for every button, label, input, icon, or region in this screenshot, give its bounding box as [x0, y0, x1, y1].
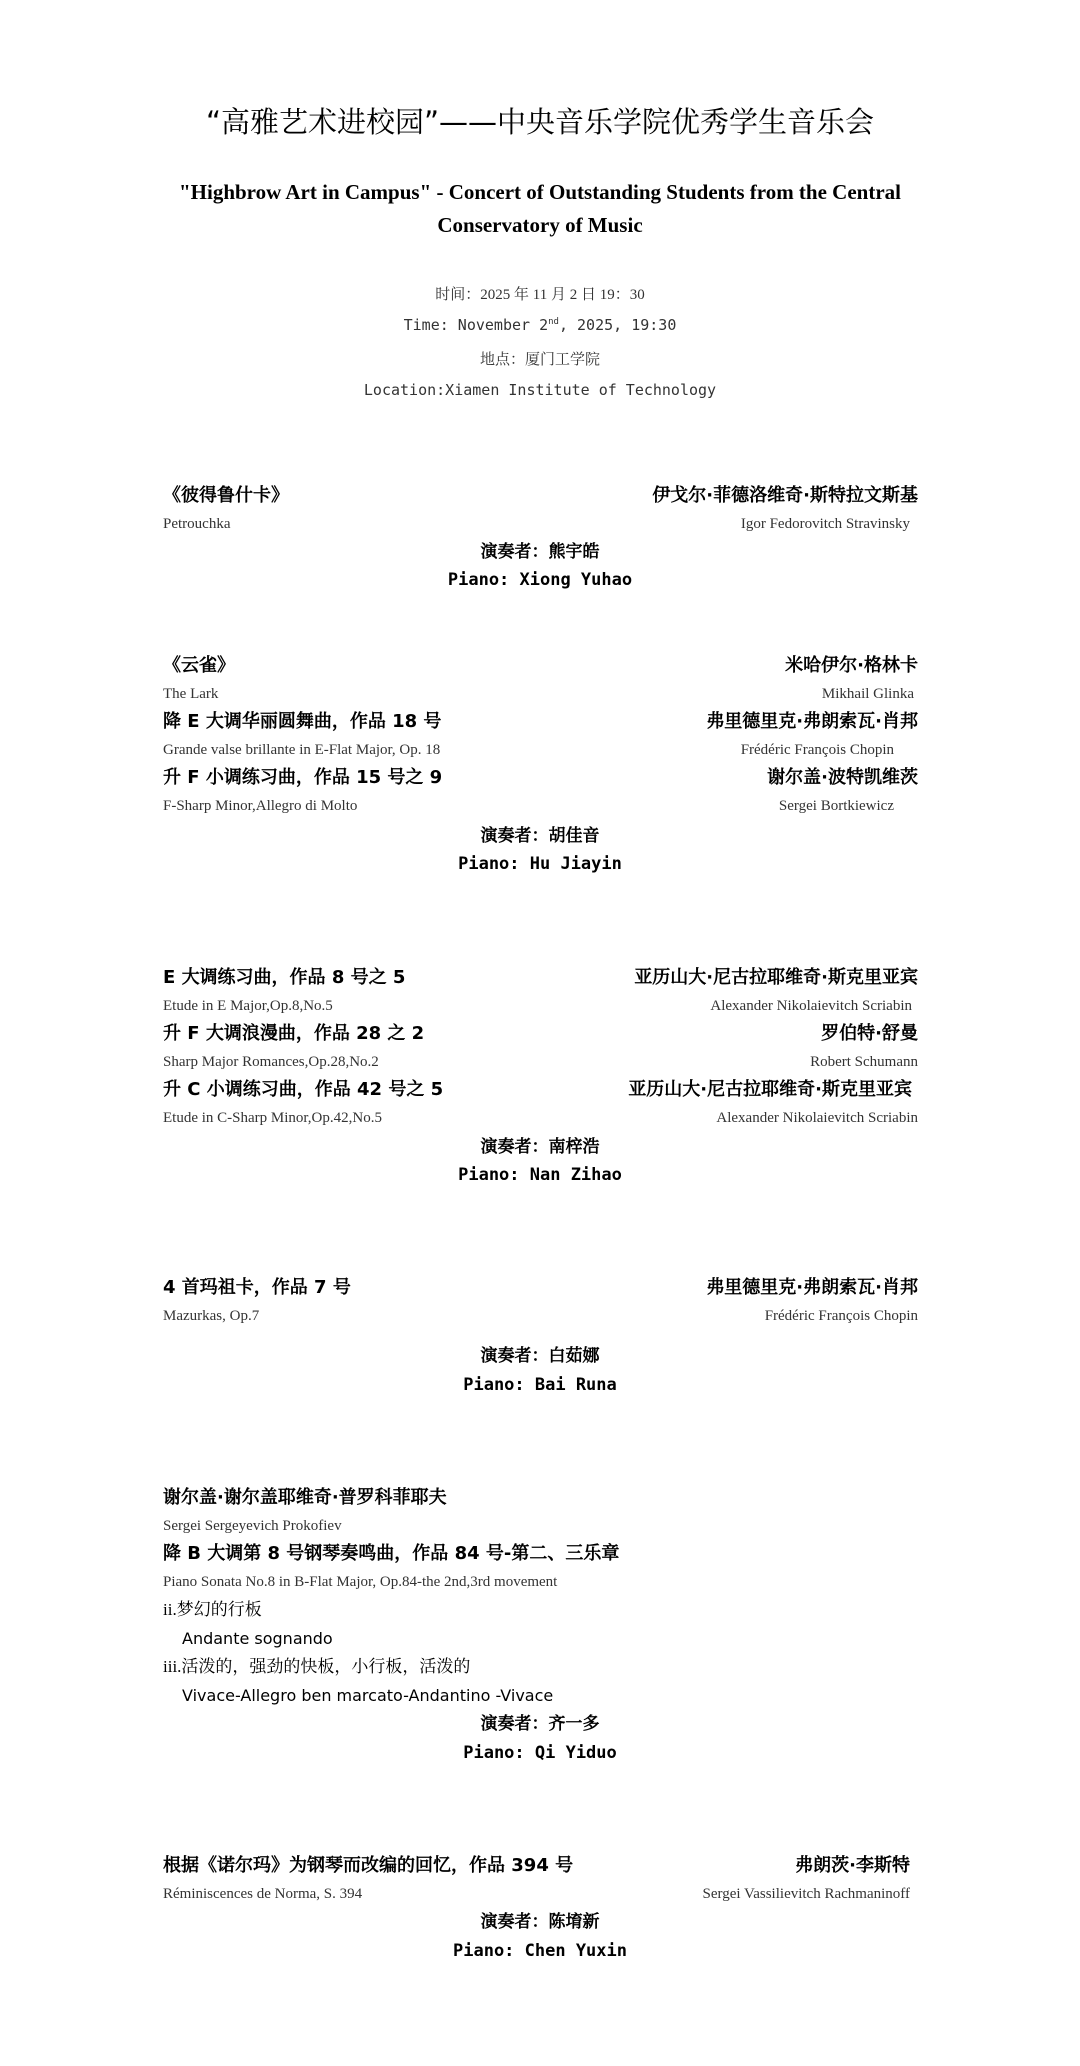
performer-cn: 演奏者：白茹娜	[480, 1346, 600, 1366]
movement-3-italian: Vivace-Allegro ben marcato-Andantino -Vivace	[182, 1686, 554, 1705]
piece-title-cn: 降 B 大调第 8 号钢琴奏鸣曲，作品 84 号-第二、三乐章	[163, 1543, 620, 1564]
program-section-4	[163, 1274, 918, 1330]
time-english-pre: Time: November 2	[403, 316, 549, 334]
title-english: "Highbrow Art in Campus" - Concert of Outstanding Students from the Central Conservatory of Music	[179, 180, 901, 237]
composer-cn: 亚历山大·尼古拉耶维奇·斯克里亚宾	[628, 1079, 912, 1100]
composer-cn: 弗里德里克·弗朗索瓦·肖邦	[706, 711, 918, 732]
time-english	[0, 316, 1080, 334]
piece-title-en: The Lark	[163, 686, 219, 702]
piece-title-cn: 升 F 小调练习曲，作品 15 号之 9	[163, 767, 443, 788]
program-section-5	[163, 1484, 918, 1596]
piece-title-en: Etude in C-Sharp Minor,Op.42,No.5	[163, 1110, 382, 1126]
program-section-2	[163, 652, 918, 820]
location-english: Location:Xiamen Institute of Technology	[363, 381, 717, 399]
composer-en: Robert Schumann	[810, 1054, 918, 1070]
composer-cn: 伊戈尔·菲德洛维奇·斯特拉文斯基	[652, 485, 918, 506]
piece-title-cn: 《云雀》	[163, 655, 235, 676]
composer-cn: 弗朗茨·李斯特	[795, 1855, 910, 1876]
performer-en: Piano: Nan Zihao	[458, 1165, 622, 1185]
piece-title-cn: 升 C 小调练习曲，作品 42 号之 5	[163, 1079, 444, 1100]
piece-title-cn: E 大调练习曲，作品 8 号之 5	[163, 967, 406, 988]
performer-en: Piano: Xiong Yuhao	[447, 570, 633, 590]
title-chinese: “高雅艺术进校园”——中央音乐学院优秀学生音乐会	[205, 105, 875, 139]
movement-2-cn: ii.梦幻的行板	[163, 1600, 262, 1619]
performer-en: Piano: Hu Jiayin	[458, 854, 622, 874]
composer-en: Alexander Nikolaievitch Scriabin	[716, 1110, 918, 1126]
piece-title-en: Sharp Major Romances,Op.28,No.2	[163, 1054, 379, 1070]
program-section-6	[163, 1852, 910, 1908]
composer-en: Alexander Nikolaievitch Scriabin	[710, 998, 912, 1014]
piece-title-en: Grande valse brillante in E-Flat Major, Op. 18	[163, 742, 441, 758]
time-english-post: , 2025, 19:30	[558, 316, 677, 334]
program-section-1	[163, 482, 918, 538]
piece-title-cn: 4 首玛祖卡，作品 7 号	[163, 1277, 351, 1298]
performer-cn: 演奏者：熊宇皓	[480, 542, 600, 562]
composer-en: Sergei Sergeyevich Prokofiev	[163, 1518, 342, 1534]
performer-cn: 演奏者：齐一多	[480, 1714, 600, 1734]
program-section-3	[163, 964, 918, 1132]
piece-title-en: F-Sharp Minor,Allegro di Molto	[163, 798, 358, 814]
performer-cn: 演奏者：南梓浩	[480, 1137, 600, 1157]
performer-en: Piano: Chen Yuxin	[453, 1941, 627, 1961]
piece-title-en: Réminiscences de Norma, S. 394	[163, 1886, 363, 1902]
composer-cn: 亚历山大·尼古拉耶维奇·斯克里亚宾	[634, 967, 918, 988]
piece-title-en: Mazurkas, Op.7	[163, 1308, 260, 1324]
performer-en: Piano: Qi Yiduo	[463, 1743, 617, 1763]
performer-cn: 演奏者：胡佳音	[480, 826, 600, 846]
composer-en: Mikhail Glinka	[821, 686, 914, 702]
movement-3-cn: iii.活泼的，强劲的快板，小行板，活泼的	[163, 1657, 471, 1676]
composer-cn: 罗伯特·舒曼	[821, 1023, 918, 1044]
composer-en: Sergei Vassilievitch Rachmaninoff	[702, 1886, 910, 1902]
composer-cn: 谢尔盖·波特凯维茨	[767, 767, 918, 788]
composer-cn: 谢尔盖·谢尔盖耶维奇·普罗科菲耶夫	[163, 1487, 447, 1508]
composer-en: Frédéric François Chopin	[740, 742, 894, 758]
composer-en: Igor Fedorovitch Stravinsky	[740, 516, 910, 532]
time-english-sup: nd	[548, 317, 559, 327]
piece-title-cn: 升 F 大调浪漫曲，作品 28 之 2	[163, 1023, 425, 1044]
composer-en: Frédéric François Chopin	[764, 1308, 918, 1324]
piece-title-en: Petrouchka	[163, 516, 231, 532]
piece-title-cn: 降 E 大调华丽圆舞曲，作品 18 号	[163, 711, 442, 732]
performer-en: Piano: Bai Runa	[463, 1375, 617, 1395]
piece-title-en: Piano Sonata No.8 in B-Flat Major, Op.84-the 2nd,3rd movement	[163, 1574, 558, 1590]
piece-title-en: Etude in E Major,Op.8,No.5	[163, 998, 333, 1014]
composer-cn: 弗里德里克·弗朗索瓦·肖邦	[706, 1277, 918, 1298]
movement-2-italian: Andante sognando	[182, 1629, 333, 1648]
time-chinese: 时间：2025 年 11 月 2 日 19：30	[435, 287, 645, 303]
composer-cn: 米哈伊尔·格林卡	[785, 655, 918, 676]
location-chinese: 地点：厦门工学院	[479, 352, 600, 368]
performer-cn: 演奏者：陈堉新	[480, 1912, 600, 1932]
piece-title-cn: 根据《诺尔玛》为钢琴而改编的回忆，作品 394 号	[163, 1855, 574, 1876]
piece-title-cn: 《彼得鲁什卡》	[163, 485, 289, 506]
composer-en: Sergei Bortkiewicz	[778, 798, 894, 814]
